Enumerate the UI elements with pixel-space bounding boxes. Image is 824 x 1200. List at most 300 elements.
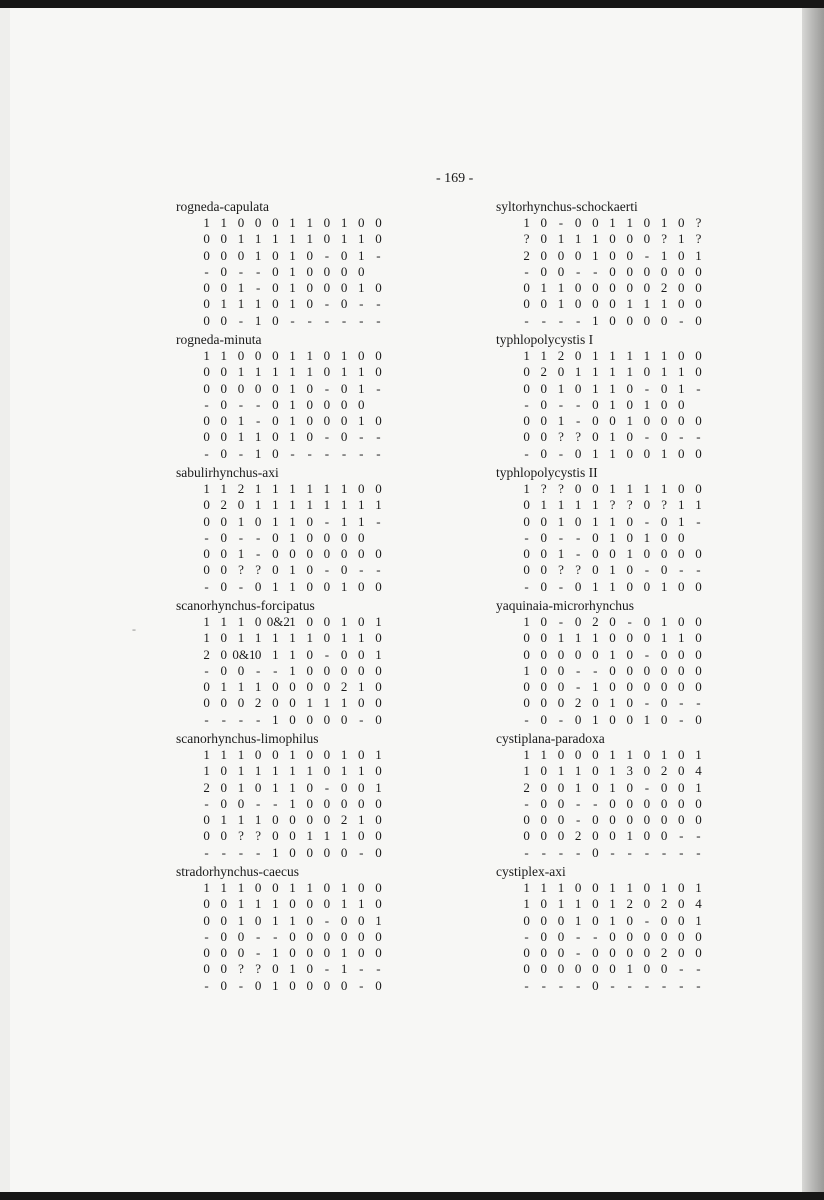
character-state: 0 xyxy=(203,912,210,928)
character-state: 0 xyxy=(306,896,313,912)
character-state: 1 xyxy=(592,312,599,328)
character-row xyxy=(496,828,796,844)
character-state: - xyxy=(558,844,564,860)
character-state: 0 xyxy=(626,928,633,944)
character-state: 1 xyxy=(643,481,651,496)
character-state: 1 xyxy=(237,880,245,895)
character-state: 0 xyxy=(626,695,633,711)
character-state: - xyxy=(238,396,244,412)
character-state: 0 xyxy=(289,977,296,993)
character-state: ? xyxy=(695,215,702,230)
character-state: 0 xyxy=(540,646,548,662)
character-state: 0 xyxy=(626,711,633,727)
character-state: - xyxy=(679,828,684,844)
character-state: ? xyxy=(238,961,244,977)
character-state: 0 xyxy=(540,296,548,312)
character-state: 1 xyxy=(574,763,582,779)
character-row xyxy=(496,530,796,546)
character-state: 0 xyxy=(323,614,331,629)
character-state: - xyxy=(324,779,330,795)
character-state: - xyxy=(593,795,598,811)
character-state: 0 xyxy=(220,912,228,928)
character-state: 1 xyxy=(340,945,348,961)
character-state: - xyxy=(679,429,684,445)
character-state: - xyxy=(575,263,581,279)
character-state: 0 xyxy=(523,380,530,396)
character-state: 1 xyxy=(660,247,668,263)
character-state: 0 xyxy=(574,296,582,312)
character-state: ? xyxy=(609,497,616,513)
character-state: 0 xyxy=(340,380,348,396)
character-state: 0 xyxy=(592,896,599,912)
character-state: 0 xyxy=(592,945,599,961)
character-state: 0 xyxy=(254,578,262,594)
character-state: 0 xyxy=(323,231,331,247)
character-row xyxy=(496,348,796,364)
character-state: 0 xyxy=(678,396,685,412)
character-state: 0 xyxy=(557,912,565,928)
character-state: 1 xyxy=(323,481,331,496)
character-row xyxy=(496,780,796,796)
character-state: - xyxy=(273,662,278,678)
character-state: 0 xyxy=(695,364,702,380)
character-state: 0 xyxy=(626,779,633,795)
character-state: 1 xyxy=(289,513,296,529)
character-state: ? xyxy=(575,429,582,445)
character-state: - xyxy=(524,445,529,461)
character-state: - xyxy=(524,977,529,993)
character-state: 0 xyxy=(358,880,365,895)
character-state: 1 xyxy=(254,763,262,779)
character-row xyxy=(496,880,796,896)
character-state: 1 xyxy=(203,481,210,496)
character-state: 1 xyxy=(695,497,702,513)
character-state: 0 xyxy=(540,812,548,828)
character-state: 1 xyxy=(358,413,365,429)
character-state: - xyxy=(644,779,650,795)
character-row xyxy=(176,812,476,828)
character-state: - xyxy=(255,662,261,678)
character-state: 0 xyxy=(660,546,668,562)
character-row xyxy=(496,812,796,828)
character-state: 1 xyxy=(289,215,296,230)
character-state: 0 xyxy=(272,546,279,562)
character-state: 0 xyxy=(574,247,582,263)
character-row xyxy=(176,961,476,977)
character-row xyxy=(496,647,796,663)
character-state: 0 xyxy=(340,662,348,678)
character-state: 1 xyxy=(306,880,313,895)
left-taxon-column xyxy=(176,198,476,996)
character-state: 1 xyxy=(678,364,685,380)
character-state: 0 xyxy=(340,795,348,811)
character-state: 0 xyxy=(626,231,633,247)
character-state: 0 xyxy=(592,844,599,860)
character-state: 1 xyxy=(340,880,348,895)
character-row xyxy=(496,364,796,380)
character-state: 0 xyxy=(220,247,228,263)
character-state: 0 xyxy=(540,215,548,230)
character-state: 0 xyxy=(523,364,530,380)
character-state: 1 xyxy=(203,348,210,363)
character-state: 1 xyxy=(540,880,548,895)
character-state: - xyxy=(644,695,650,711)
character-state: 1 xyxy=(306,695,313,711)
character-state: 0 xyxy=(358,747,365,762)
character-state: 0 xyxy=(626,679,633,695)
character-state: 0 xyxy=(523,945,530,961)
character-state: 0 xyxy=(695,578,702,594)
character-state: 1 xyxy=(323,497,331,513)
character-state: 0 xyxy=(323,977,331,993)
character-row xyxy=(176,481,476,497)
character-state: 0 xyxy=(626,630,633,646)
character-state: 0 xyxy=(358,614,365,629)
character-state: 0 xyxy=(540,779,548,795)
character-state: 1 xyxy=(289,380,296,396)
taxon-block xyxy=(496,863,796,996)
character-state: - xyxy=(575,679,581,695)
character-state: 0 xyxy=(678,928,685,944)
character-state: 0 xyxy=(340,396,348,412)
character-state: 0 xyxy=(254,779,262,795)
character-state: 0 xyxy=(678,747,685,762)
character-state: 0 xyxy=(643,828,651,844)
character-state: 0 xyxy=(203,695,210,711)
character-state: 1 xyxy=(574,896,582,912)
character-state: 0 xyxy=(574,348,582,363)
character-state: 1 xyxy=(340,231,348,247)
character-state: 0 xyxy=(592,812,599,828)
character-state: 2 xyxy=(523,779,530,795)
character-state: 0 xyxy=(592,396,599,412)
character-state: 1 xyxy=(254,364,262,380)
character-state: 0 xyxy=(306,977,313,993)
character-state: 0 xyxy=(375,763,382,779)
character-state: 1 xyxy=(523,481,530,496)
character-state: 1 xyxy=(220,481,228,496)
character-state: 0 xyxy=(609,828,616,844)
character-state: - xyxy=(575,945,581,961)
character-state: 0 xyxy=(540,928,548,944)
character-state: 0 xyxy=(272,396,279,412)
character-state: 1 xyxy=(695,747,702,762)
character-state: - xyxy=(575,312,581,328)
character-state: 0 xyxy=(306,578,313,594)
character-state: 1 xyxy=(289,630,296,646)
character-state: 0 xyxy=(695,812,702,828)
character-state: - xyxy=(644,380,650,396)
taxon-name: typhlopolycystis II xyxy=(496,465,598,480)
character-state: - xyxy=(255,263,261,279)
character-state: 2 xyxy=(660,763,668,779)
character-state: 1 xyxy=(254,481,262,496)
character-state: 1 xyxy=(626,747,633,762)
character-state: 0 xyxy=(237,928,245,944)
character-state: 0 xyxy=(609,928,616,944)
character-state: 2 xyxy=(540,364,548,380)
character-state: 0 xyxy=(289,546,296,562)
character-state: 0 xyxy=(574,280,582,296)
taxon-block xyxy=(176,863,476,996)
character-state: 1 xyxy=(220,812,228,828)
character-state: 0 xyxy=(678,578,685,594)
character-state: 1 xyxy=(272,977,279,993)
character-state: 0 xyxy=(643,231,651,247)
character-state: 0 xyxy=(643,662,651,678)
character-state: - xyxy=(644,646,650,662)
character-state: - xyxy=(644,429,650,445)
taxon-block xyxy=(496,331,796,464)
character-state: - xyxy=(376,445,381,461)
character-state: 0 xyxy=(358,215,365,230)
character-state: 1 xyxy=(272,481,279,496)
character-state: 0 xyxy=(306,562,313,578)
character-state: 0 xyxy=(340,280,348,296)
character-state: - xyxy=(593,263,598,279)
taxon-name: rogneda-capulata xyxy=(176,199,269,214)
character-state: 1 xyxy=(592,348,599,363)
character-state: 0 xyxy=(358,928,365,944)
character-state: 0 xyxy=(272,380,279,396)
character-state: 1 xyxy=(254,630,262,646)
character-state: 0 xyxy=(375,695,382,711)
character-state: 0 xyxy=(203,945,210,961)
character-state: 0 xyxy=(678,896,685,912)
character-state: - xyxy=(679,695,684,711)
character-row xyxy=(176,747,476,763)
character-state: 1 xyxy=(609,513,616,529)
character-state: 0 xyxy=(557,679,565,695)
character-state: 0 xyxy=(289,711,296,727)
character-state: 1 xyxy=(340,828,348,844)
character-state: - xyxy=(238,529,244,545)
character-state: 0 xyxy=(220,280,228,296)
character-state: 0 xyxy=(695,348,702,363)
character-state: - xyxy=(290,312,295,328)
character-state: 0 xyxy=(540,961,548,977)
character-state: ? xyxy=(695,231,702,247)
character-state: - xyxy=(644,844,650,860)
character-state: 0 xyxy=(323,763,331,779)
character-state: 0 xyxy=(523,646,530,662)
character-state: 0 xyxy=(660,413,668,429)
character-state: 1 xyxy=(306,497,313,513)
character-state: 0 xyxy=(609,630,616,646)
character-state: 0 xyxy=(626,280,633,296)
character-state: 0 xyxy=(272,348,279,363)
character-state: 0 xyxy=(643,630,651,646)
character-state: 2 xyxy=(574,695,582,711)
character-row xyxy=(176,296,476,312)
character-state: 0 xyxy=(626,263,633,279)
character-state: 0 xyxy=(272,961,279,977)
character-state: 2 xyxy=(660,896,668,912)
character-state: 0 xyxy=(306,263,313,279)
character-state: 1 xyxy=(358,896,365,912)
character-state: 1 xyxy=(272,231,279,247)
character-state: 0 xyxy=(323,215,331,230)
character-row xyxy=(496,497,796,513)
character-state: 0 xyxy=(540,578,548,594)
character-state: 0 xyxy=(557,928,565,944)
character-state: 1 xyxy=(557,280,565,296)
character-state: 0 xyxy=(203,231,210,247)
character-state: 2 xyxy=(237,481,245,496)
taxon-block xyxy=(496,597,796,730)
character-row xyxy=(176,896,476,912)
character-state: - xyxy=(376,380,381,396)
character-state: - xyxy=(359,429,364,445)
character-state: 1 xyxy=(358,231,365,247)
character-state: - xyxy=(679,312,684,328)
character-state: 0 xyxy=(375,280,382,296)
taxon-block xyxy=(176,464,476,597)
character-state: 0 xyxy=(540,828,548,844)
character-state: 0 xyxy=(306,662,313,678)
character-state: - xyxy=(696,844,701,860)
character-state: 0 xyxy=(358,546,365,562)
character-state: 1 xyxy=(609,396,616,412)
character-state: - xyxy=(359,562,364,578)
character-state: 1 xyxy=(289,396,296,412)
character-state: 0 xyxy=(643,497,651,513)
character-state: - xyxy=(359,445,364,461)
character-state: 1 xyxy=(306,364,313,380)
character-state: 1 xyxy=(540,497,548,513)
taxon-name: stradorhynchus-caecus xyxy=(176,864,299,879)
character-state: 0 xyxy=(323,546,331,562)
character-row xyxy=(176,913,476,929)
character-state: ? xyxy=(255,961,262,977)
character-row xyxy=(176,978,476,994)
character-state: 0 xyxy=(272,529,279,545)
character-state: 0 xyxy=(220,662,228,678)
character-state: 1 xyxy=(289,529,296,545)
character-state: 2 xyxy=(574,828,582,844)
character-state: 0 xyxy=(272,263,279,279)
character-state: 0 xyxy=(375,364,382,380)
character-row xyxy=(496,481,796,497)
character-state: ? xyxy=(255,828,262,844)
character-state: 1 xyxy=(272,497,279,513)
character-state: - xyxy=(575,812,581,828)
character-state: 1 xyxy=(660,296,668,312)
character-state: 0 xyxy=(557,828,565,844)
character-state: 1 xyxy=(254,896,262,912)
character-state: 0 xyxy=(358,481,365,496)
character-state: 0 xyxy=(220,312,228,328)
character-state: 1 xyxy=(289,364,296,380)
character-state: 0 xyxy=(323,747,331,762)
character-state: 1 xyxy=(203,747,210,762)
character-state: - xyxy=(238,445,244,461)
character-state: 1 xyxy=(375,497,382,513)
taxon-name: cystiplana-paradoxa xyxy=(496,731,605,746)
character-state: 1 xyxy=(289,413,296,429)
character-state: - xyxy=(204,263,209,279)
character-state: 0 xyxy=(660,912,668,928)
character-state: 0 xyxy=(306,513,313,529)
character-state: 0 xyxy=(358,578,365,594)
character-state: - xyxy=(575,977,581,993)
character-state: 1 xyxy=(340,695,348,711)
character-state: 1 xyxy=(592,578,599,594)
character-state: 1 xyxy=(643,711,651,727)
page-binding-edge xyxy=(802,8,824,1192)
character-state: 0 xyxy=(592,562,599,578)
character-state: - xyxy=(524,928,529,944)
character-state: 0 xyxy=(678,795,685,811)
character-state: 1 xyxy=(289,961,296,977)
character-state: 0 xyxy=(340,711,348,727)
character-state: 0 xyxy=(220,445,228,461)
character-state: 0 xyxy=(323,396,331,412)
character-state: 0 xyxy=(375,662,382,678)
character-state: 1 xyxy=(375,614,382,629)
character-state: 1 xyxy=(626,413,633,429)
scanner-top-edge xyxy=(0,0,824,8)
character-row xyxy=(496,514,796,530)
character-state: - xyxy=(558,977,564,993)
character-state: ? xyxy=(238,562,244,578)
character-state: 1 xyxy=(557,380,565,396)
character-state: 0 xyxy=(220,396,228,412)
character-row xyxy=(496,614,796,630)
character-state: - xyxy=(255,413,261,429)
character-row xyxy=(176,231,476,247)
character-state: 1 xyxy=(375,646,382,662)
character-state: 0 xyxy=(203,364,210,380)
character-state: 0 xyxy=(323,578,331,594)
character-state: - xyxy=(524,529,529,545)
character-state: 0 xyxy=(220,779,228,795)
character-row xyxy=(176,880,476,896)
character-state: 0 xyxy=(358,348,365,363)
character-state: 0 xyxy=(574,215,582,230)
character-state: 0 xyxy=(220,630,228,646)
character-state: 0 xyxy=(523,695,530,711)
character-state: 1 xyxy=(592,231,599,247)
character-state: 0 xyxy=(540,711,548,727)
character-state: 0 xyxy=(306,646,313,662)
character-state: - xyxy=(696,380,701,396)
character-state: - xyxy=(524,844,529,860)
character-state: 0 xyxy=(340,413,348,429)
character-row xyxy=(176,828,476,844)
character-state: 2 xyxy=(203,646,210,662)
character-state: 0 xyxy=(323,679,331,695)
character-state: ? xyxy=(255,562,262,578)
character-state: 1 xyxy=(660,364,668,380)
character-state: ? xyxy=(626,497,633,513)
character-state: 0 xyxy=(609,263,616,279)
character-state: 1 xyxy=(592,711,599,727)
character-state: 0 xyxy=(375,348,382,363)
character-state: 1 xyxy=(609,529,616,545)
character-state: 0 xyxy=(358,912,365,928)
character-state: 0 xyxy=(220,646,228,662)
character-state: 2 xyxy=(660,280,668,296)
character-state: 1 xyxy=(626,364,633,380)
character-state: 1 xyxy=(540,348,548,363)
character-state: 0 xyxy=(695,662,702,678)
character-state: 1 xyxy=(523,215,530,230)
character-state: 0 xyxy=(306,961,313,977)
character-state: 0 xyxy=(523,912,530,928)
character-state: 0 xyxy=(272,679,279,695)
character-state: 0 xyxy=(375,413,382,429)
